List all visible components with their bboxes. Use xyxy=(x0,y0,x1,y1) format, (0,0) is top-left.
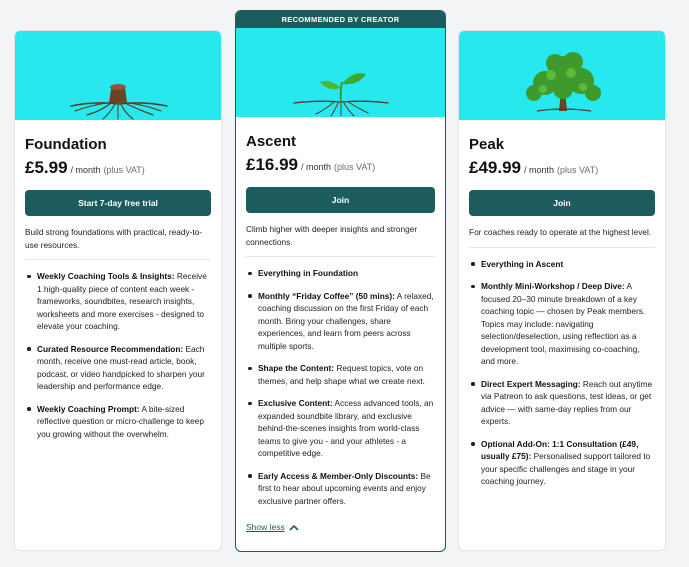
feature-title: Curated Resource Recommendation: xyxy=(37,343,184,354)
hero-image-sprout xyxy=(236,28,445,117)
feature-item xyxy=(246,470,435,508)
feature-text: A relaxed, coaching discussion on the first Friday of each month. Bring your challenges, share experiences, and learn from peers across multiple sports. xyxy=(258,290,434,351)
hero-image-roots xyxy=(15,31,221,120)
feature-item xyxy=(25,270,211,333)
tier-card-ascent xyxy=(235,10,446,552)
feature-item xyxy=(246,397,435,460)
price: £5.99 xyxy=(25,158,68,177)
recommended-banner: RECOMMENDED BY CREATOR xyxy=(236,11,445,28)
feature-item xyxy=(246,290,435,353)
tier-name: Ascent xyxy=(246,133,297,150)
price: £49.99 xyxy=(469,158,521,177)
feature-item xyxy=(246,267,435,280)
vat-note: (plus VAT) xyxy=(557,165,599,175)
price-period: / month xyxy=(70,165,101,175)
price-period: / month xyxy=(301,162,332,172)
tier-card-peak xyxy=(458,30,666,551)
feature-title: Monthly Mini-Workshop / Deep Dive: xyxy=(481,281,625,291)
feature-text: Request topics, vote on themes, and help shape what we create next. xyxy=(258,363,425,386)
price: £16.99 xyxy=(246,155,298,174)
feature-item xyxy=(469,438,655,488)
feature-title: Early Access & Member-Only Discounts: xyxy=(258,470,419,481)
join-button[interactable]: Join xyxy=(246,187,435,213)
vat-note: (plus VAT) xyxy=(334,162,376,172)
feature-text: Be first to hear about upcoming events and enjoy exclusive partner offers. xyxy=(258,470,431,506)
feature-title: Direct Expert Messaging: xyxy=(481,378,581,389)
feature-item xyxy=(469,280,655,368)
feature-text: A bite-sized reflective question or micro-challenge to keep you growing without the overwhelm. xyxy=(37,403,204,439)
chevron-up-icon xyxy=(289,524,299,531)
join-button[interactable]: Join xyxy=(469,190,655,216)
price-row xyxy=(469,158,655,178)
roots-icon xyxy=(15,31,222,120)
tier-card-foundation xyxy=(14,30,222,551)
hero-image-tree xyxy=(459,31,665,120)
feature-list xyxy=(246,267,435,507)
feature-item xyxy=(469,258,655,271)
feature-text: Each month, receive one must-read article, book, podcast, or video handpicked to sharpen your leadership and performance edge. xyxy=(37,343,205,391)
feature-title: Monthly “Friday Coffee” (50 mins): xyxy=(258,290,395,301)
sprout-icon xyxy=(236,28,446,117)
feature-title: Weekly Coaching Prompt: xyxy=(37,403,140,414)
tier-description: For coaches ready to operate at the highest level. xyxy=(469,227,652,237)
tier-name: Foundation xyxy=(25,136,107,153)
feature-title: Everything in Foundation xyxy=(258,268,359,278)
feature-text: Receive 1 high-quality piece of content each week - frameworks, soundbites, research insights, worksheets and more exercises - designed to elevate your coaching. xyxy=(37,271,207,331)
price-period: / month xyxy=(524,165,555,175)
show-less-link[interactable] xyxy=(246,522,299,532)
show-less-label: Show less xyxy=(246,522,285,532)
feature-title: Exclusive Content: xyxy=(258,398,333,408)
feature-list xyxy=(469,258,655,488)
start-trial-button[interactable]: Start 7-day free trial xyxy=(25,190,211,216)
divider xyxy=(246,256,435,257)
feature-title: Weekly Coaching Tools & Insights: xyxy=(37,271,175,281)
divider xyxy=(25,259,211,260)
divider xyxy=(469,247,655,248)
tier-description: Climb higher with deeper insights and stronger connections. xyxy=(246,224,418,247)
feature-item xyxy=(246,362,435,387)
feature-item xyxy=(25,403,211,441)
feature-item xyxy=(25,343,211,393)
feature-title: Optional Add-On: 1:1 Consultation (£49, usually £75): xyxy=(481,438,639,461)
feature-text: Access advanced tools, an expanded soundbite library, and exclusive behind-the-scenes insights from world-class teams to give you - and your athletes - a competitive edge. xyxy=(258,398,434,458)
vat-note: (plus VAT) xyxy=(103,165,145,175)
tier-description: Build strong foundations with practical, ready-to-use resources. xyxy=(25,227,203,250)
feature-text: Reach out anytime via Patreon to ask questions, test ideas, or get advice — with same-day replies from our experts. xyxy=(481,378,653,426)
price-row xyxy=(25,158,211,178)
feature-title: Shape the Content: xyxy=(258,363,335,373)
tree-icon xyxy=(459,31,666,120)
feature-item xyxy=(469,378,655,428)
tier-name: Peak xyxy=(469,136,505,153)
price-row xyxy=(246,155,435,175)
feature-list xyxy=(25,270,211,440)
feature-text: Personalised support tailored to your specific challenges and stage in your coaching journey. xyxy=(481,451,651,486)
feature-title: Everything in Ascent xyxy=(481,258,564,269)
feature-text: A focused 20–30 minute breakdown of a key coaching topic — chosen by Peak members. Topics may include: navigating selection/deselection, using reflection as a development tool, maximising co-coaching, and more. xyxy=(481,281,646,366)
